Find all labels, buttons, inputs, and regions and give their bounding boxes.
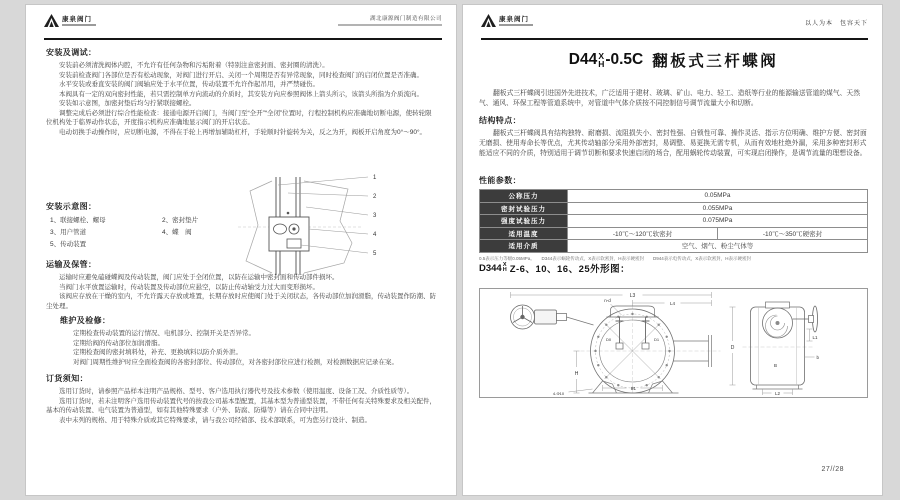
dim-D0: D0 xyxy=(605,337,612,342)
outline-drawing-box xyxy=(479,288,868,398)
model-seal-code-stack xyxy=(598,52,604,68)
section-performance xyxy=(479,175,868,262)
mountain-logo-icon xyxy=(44,14,59,27)
dim-B: B xyxy=(773,363,778,368)
section-title-performance: 性能参数： xyxy=(479,176,521,185)
paragraph: 运输时应避免磕碰蝶阀及传动装置，阀门应处于全闭位置，以防在运输中密封面和传动部件损坏。 xyxy=(59,274,339,281)
section-installation xyxy=(46,47,438,137)
table-label-cell: 适用温度 xyxy=(480,227,568,240)
paragraph: 对阀门周期性维护时应全面检查阀的各密封部位、传动部位，对各密封部位应进行检测，对检测数据应记录在案。 xyxy=(73,358,398,366)
dim-D1: D1 xyxy=(653,337,660,342)
legend-item: 5、传动装置 xyxy=(50,241,87,248)
company-slogan: 以人为本 包容天下 xyxy=(804,21,868,27)
company-logo xyxy=(481,14,533,27)
section-title-features: 结构特点： xyxy=(479,116,521,125)
callout-2: 2 xyxy=(373,194,377,200)
table-value-cell: -10℃～350℃硬密封 xyxy=(718,227,868,240)
outline-sup: X xyxy=(502,261,507,268)
paragraph: 水平安装或垂直安装的阀门阀轴应处于水平位置，传动装置不允许作起吊用，并严禁碰伤。 xyxy=(59,81,319,88)
paragraph: 表中未列的规格、用于特殊介质或其它特殊要求，请与我公司经销部、技术部联系，可为您另行设计、制造。 xyxy=(59,416,371,424)
callout-5: 5 xyxy=(373,251,377,257)
dim-L4: L4 xyxy=(669,301,676,306)
table-value-cell: 0.055MPa xyxy=(568,202,868,215)
table-value-cell: 0.075MPa xyxy=(568,215,868,228)
header-rule xyxy=(44,38,442,40)
performance-table xyxy=(479,189,868,253)
dim-n-d: n-d xyxy=(604,298,611,303)
outline-drawing-title xyxy=(479,261,868,275)
table-label-cell: 适用介质 xyxy=(480,240,568,253)
section-title-installation: 安装及调试： xyxy=(46,48,97,57)
outline-sub: H xyxy=(502,267,507,273)
paragraph: 安装前检查阀门各部位是否有松动现象，对阀门进行开启、关闭一个周期是否有异常现象，同时检查阀门的启闭位置是否准确。 xyxy=(59,71,423,79)
dim-L1-front: L1 xyxy=(630,386,637,391)
logo-name: 康泉阀门 xyxy=(499,16,529,23)
paragraph: 安装前必须清洗阀体内腔，不允许有任何杂物和污垢附着（特别注意密封面、密封圈的清洗）。 xyxy=(59,62,329,69)
outline-suffix: Z-6、10、16、25外形图： xyxy=(509,264,631,275)
dim-D: D xyxy=(730,345,735,351)
company-logo xyxy=(44,14,96,27)
model-prefix: D44 xyxy=(568,51,598,68)
section-maintenance xyxy=(60,315,438,367)
table-footnote: 0.5表示压力等级0.05MPa。 D344表示蜗轮传动式，X表示软密封，H表示硬密封 D944表示电传动式，X表示软密封，H表示硬密封 xyxy=(479,255,752,261)
table-label-cell: 强度试验压力 xyxy=(480,215,568,228)
paragraph: 翻板式三杆蝶阀引进国外先进技术，广泛适用于建材、玻璃、矿山、电力、轻工、造纸等行业的能源输送管道的煤气、天然气、通风、环保工程等管道系统中，对管道中气体介质按不同控制信号调节流量大小和切断。 xyxy=(479,90,861,107)
callout-3: 3 xyxy=(373,213,377,219)
section-title-transport: 运输及保管： xyxy=(46,260,97,269)
product-title-block xyxy=(479,49,868,71)
table-row xyxy=(480,240,868,253)
legend-item: 2、密封垫片 xyxy=(162,217,199,224)
paragraph: 选用订货时，请参照产品样本注明产品规格、型号、客户选用执行器代号及技术参数（使用温度、设备工况、介质性质等）。 xyxy=(59,388,414,395)
paragraph: 调整完成后必须进行综合性能检查：接通电源开启阀门，当阀门至“全开”“全闭”位置时，行程控制机构应准确地切断电源，使转轮限位机构处于临界动作状态，开度指示机构应准确地显示阀门的开启状态。 xyxy=(46,109,432,126)
section-outline-title xyxy=(479,261,868,275)
paragraph: 本阀具有一定的双向密封性能，若只需控制单方向流动的介质时，其安装方向应参照阀体上箭头所示，该箭头所指为介质流向。 xyxy=(59,90,423,98)
paragraph: 当阀门水平放置运输时，传动装置及传动部位应悬空，以防止传动轴受力过大而变形损坏。 xyxy=(59,283,319,291)
section-ordering xyxy=(46,373,438,425)
page-left xyxy=(25,4,457,496)
header-rule xyxy=(481,38,868,40)
section-title-install-diagram: 安装示意图： xyxy=(46,202,97,211)
legend-item: 3、用户管道 xyxy=(50,229,87,236)
paragraph: 定期检查传动装置的运行情况、电机部分、控制开关是否异常。 xyxy=(73,330,255,337)
outline-drawing xyxy=(480,289,867,397)
logo-subtext-bar xyxy=(499,24,533,26)
model-sub: H xyxy=(598,59,605,69)
page-right-header xyxy=(481,14,868,36)
company-subtext-bar xyxy=(338,24,442,26)
table-row xyxy=(480,215,868,228)
dim-L2: L2 xyxy=(774,391,781,396)
table-value-cell: -10℃～120℃软密封 xyxy=(568,227,718,240)
dim-L3: L3 xyxy=(629,293,636,299)
legend-item: 1、联接螺栓、螺母 xyxy=(50,217,106,224)
paragraph: 该阀应存放在干燥的室内，不允许露天存放或堆置，长期存放时应使阀门处于关闭状态，各传动部位加润滑脂，传动装置作防潮、防尘处理。 xyxy=(46,293,436,310)
table-row xyxy=(480,190,868,203)
paragraph: 电动切换手动操作时，应切断电源，不得在手轮上再增加辅助杠杆，手轮顺时针旋转为关，反之为开，阀板开启角度为0°～90°。 xyxy=(59,128,427,136)
section-title-ordering: 订货须知： xyxy=(46,374,88,383)
page-number: 27//28 xyxy=(821,466,844,473)
legend-item: 4、蝶 阀 xyxy=(162,229,192,236)
table-value-cell: 空气、烟气、粉尘气体等 xyxy=(568,240,868,253)
table-row xyxy=(480,202,868,215)
page-right xyxy=(462,4,883,496)
paragraph: 安装如示意图，加密封垫后均匀拧紧联接螺栓。 xyxy=(59,100,196,107)
dim-foot-holes: 4-Φ10 xyxy=(552,391,565,396)
product-title xyxy=(479,49,868,71)
table-value-cell: 0.05MPa xyxy=(568,190,868,203)
section-transport xyxy=(46,259,438,311)
logo-subtext-bar xyxy=(62,24,96,26)
callout-4: 4 xyxy=(373,232,377,238)
paragraph: 翻板式三杆蝶阀具有结构独特、耐磨损、流阻损失小、密封性强、自锁性可靠、操作灵活、指示方位明确、维护方便、密封面无磨损、使用寿命长等优点，尤其传动轴部分采用外部密封，易调整、易更换无需专机，从而有效地杜绝外漏，采用多种密封形式能适应不同的介质，特别适用于调节切断和要求快速启闭的场合，配用蜗轮传动装置，可实现启闭操作，是调节流量的理想设备。 xyxy=(479,130,867,157)
dim-L1-side: L1 xyxy=(812,335,818,340)
dim-b: b xyxy=(816,355,820,360)
mountain-logo-icon xyxy=(481,14,496,27)
callout-1: 1 xyxy=(373,175,377,181)
logo-name: 康泉阀门 xyxy=(62,16,92,23)
table-label-cell: 公称压力 xyxy=(480,190,568,203)
paragraph: 定期检查阀的密封填料处，补充、更换填料以防介质外泄。 xyxy=(73,349,242,356)
table-label-cell: 密封试验压力 xyxy=(480,202,568,215)
paragraph: 定期给阀的传动部位加润滑脂。 xyxy=(73,339,164,347)
section-features xyxy=(479,115,868,159)
company-name: 湖北康源阀门制造有限公司 xyxy=(369,16,442,22)
model-suffix: -0.5C xyxy=(605,51,644,68)
model-sup: X xyxy=(598,51,605,61)
outline-seal-code-stack xyxy=(503,263,507,274)
table-row xyxy=(480,227,868,240)
outline-model-prefix: D344 xyxy=(479,262,502,274)
dim-H: H xyxy=(574,371,579,377)
product-intro xyxy=(479,89,868,109)
paragraph: 选用订货时，若未注明客户选用传动装置代号的按我公司基本型配置，其基本型为普通型装置，不带任何有关特殊要求及相关配件，基本的传动装置、电气装置为普通型，如有其他特殊要求（户外、防腐、防爆等）请在合同中注明。 xyxy=(46,397,436,414)
page-left-header xyxy=(44,14,442,36)
product-name: 翻板式三杆蝶阀 xyxy=(652,53,779,70)
section-title-maintenance: 维护及检修： xyxy=(60,316,111,325)
